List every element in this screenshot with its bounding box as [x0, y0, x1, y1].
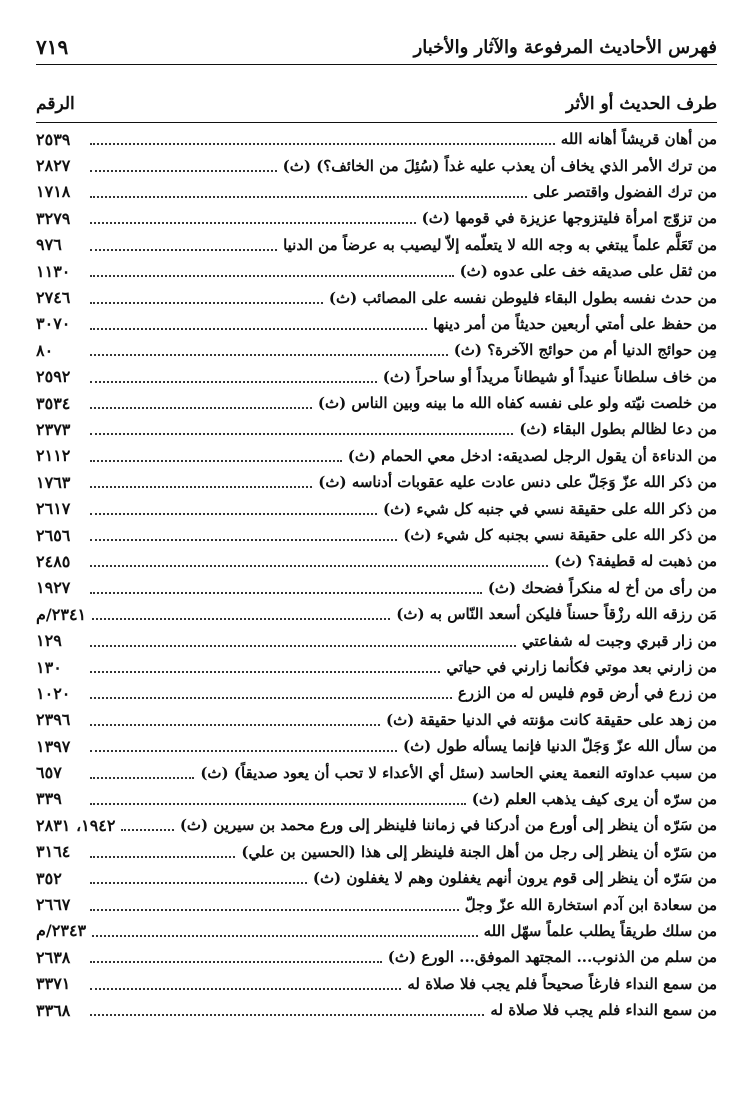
- index-entry: [36, 495, 717, 521]
- entry-number: ٣٣٦٨: [36, 1000, 71, 1020]
- entry-text: من زرع في أرض قوم فليس له من الزرع: [457, 684, 717, 703]
- entry-number: ١١٣٠: [36, 261, 71, 281]
- entry-number: ٢٦٦٧: [36, 895, 71, 915]
- entry-text: من أهان قريشاً أهانه الله: [560, 130, 717, 149]
- entry-number: ٣١٦٤: [36, 842, 71, 862]
- index-entry: [36, 733, 717, 759]
- entry-text: مِن حوائج الدنيا أم من حوائج الآخرة؟ (ث): [453, 341, 717, 360]
- entry-number: ٣٣٧١: [36, 974, 71, 994]
- index-entries: [36, 126, 717, 1023]
- entry-text: من سأل الله عزّ وَجَلّ الدنيا فإنما يسأله طول (ث): [402, 737, 717, 756]
- entry-number: ١٢٩: [36, 631, 62, 651]
- index-entry: [36, 812, 717, 838]
- dot-leader: [90, 433, 513, 435]
- index-entry: [36, 944, 717, 970]
- hadith-column-label: طرف الحديث أو الأثر: [566, 94, 717, 114]
- dot-leader: [90, 777, 194, 779]
- index-entry: [36, 601, 717, 627]
- entry-text: من خلصت نيّته ولو على نفسه كفاه الله ما بينه وبين الناس (ث): [317, 394, 717, 413]
- entry-number: ٩٧٦: [36, 235, 62, 255]
- index-entry: [36, 865, 717, 891]
- entry-number: ٢٣٧٣: [36, 419, 71, 439]
- entry-text: من ترك الأمر الذي يخاف أن يعذب عليه غداً (سُئِلَ من الخائف؟) (ث): [282, 156, 717, 175]
- index-entry: [36, 416, 717, 442]
- page-number: ٧١٩: [36, 35, 69, 59]
- entry-number: ٢٦٣٨: [36, 947, 71, 967]
- entry-number: ٢٥٩٢: [36, 367, 71, 387]
- index-entry: [36, 654, 717, 680]
- dot-leader: [90, 407, 312, 409]
- dot-leader: [90, 222, 416, 224]
- index-entry: [36, 971, 717, 997]
- entry-number: ٣٠٧٠: [36, 314, 71, 334]
- column-header: [36, 86, 717, 123]
- entry-text: من خاف سلطاناً عنيداً أو شيطاناً مريداً أو ساحراً (ث): [382, 367, 717, 386]
- entry-text: من زار قبري وجبت له شفاعتي: [521, 631, 717, 650]
- dot-leader: [92, 935, 477, 937]
- entry-text: من سَرّه أن ينظر إلى رجل من أهل الجنة فلينظر إلى هذا (الحسين بن علي): [241, 842, 717, 861]
- index-entry: [36, 232, 717, 258]
- index-entry: [36, 205, 717, 231]
- entry-text: من حدث نفسه بطول البقاء فليوطن نفسه على المصائب (ث): [328, 288, 717, 307]
- index-entry: [36, 284, 717, 310]
- entry-text: من دعا لظالم بطول البقاء (ث): [519, 420, 717, 439]
- entry-text: من سمع النداء فلم يجب فلا صلاة له: [490, 1001, 717, 1020]
- number-column-label: الرقم: [36, 94, 75, 114]
- dot-leader: [90, 988, 401, 990]
- index-entry: [36, 337, 717, 363]
- entry-text: من سرّه أن يرى كيف يذهب العلم (ث): [471, 789, 717, 808]
- entry-text: من سبب عداوته النعمة يعني الحاسد (سئل أي الأعداء لا تحب أن يعود صديقاً) (ث): [200, 763, 717, 782]
- entry-text: من ترك الفضول واقتصر على: [533, 182, 717, 201]
- index-entry: [36, 786, 717, 812]
- dot-leader: [90, 354, 448, 356]
- entry-number: ١٠٢٠: [36, 683, 71, 703]
- running-title: فهرس الأحاديث المرفوعة والآثار والأخبار: [413, 36, 717, 58]
- dot-leader: [90, 565, 548, 567]
- entry-number: ٢٣٤٣/م: [36, 921, 87, 941]
- entry-text: من سلك طريقاً يطلب علماً سهّل الله: [483, 921, 717, 940]
- index-entry: [36, 443, 717, 469]
- entry-number: ٨٠: [36, 340, 54, 360]
- dot-leader: [90, 961, 382, 963]
- entry-number: ١٩٢٧: [36, 578, 71, 598]
- index-entry: [36, 575, 717, 601]
- dot-leader: [121, 829, 173, 831]
- index-entry: [36, 997, 717, 1023]
- dot-leader: [90, 645, 516, 647]
- dot-leader: [90, 486, 312, 488]
- entry-text: من سمع النداء فارغاً صحيحاً فلم يجب فلا صلاة له: [407, 974, 717, 993]
- index-entry: [36, 707, 717, 733]
- dot-leader: [92, 618, 390, 620]
- dot-leader: [90, 909, 459, 911]
- entry-text: من حفظ على أمتي أربعين حديثاً من أمر دينها: [433, 314, 717, 333]
- index-entry: [36, 759, 717, 785]
- dot-leader: [90, 671, 440, 673]
- index-entry: [36, 522, 717, 548]
- entry-text: من زارني بعد موتي فكأنما زارني في حياتي: [446, 658, 717, 676]
- entry-number: ١٣٩٧: [36, 736, 71, 756]
- entry-text: من رأى من أخ له منكراً فضحك (ث): [487, 578, 717, 597]
- entry-number: ٣٥٣٤: [36, 393, 71, 413]
- index-entry: [36, 311, 717, 337]
- entry-number: ٢٦٥٦: [36, 525, 71, 545]
- index-entry: [36, 179, 717, 205]
- entry-text: من ذكر الله عزّ وَجَلّ على دنس عادت عليه عقوبات أدناسه (ث): [318, 473, 717, 492]
- entry-number: ٦٥٧: [36, 763, 62, 783]
- dot-leader: [90, 592, 482, 594]
- entry-number: ٣٥٢: [36, 868, 62, 888]
- entry-text: مَن رزقه الله رزْقاً حسناً فليكن أسعد النّاس به (ث): [396, 605, 717, 624]
- dot-leader: [90, 750, 397, 752]
- dot-leader: [90, 143, 555, 145]
- entry-number: ٢٦١٧: [36, 499, 71, 519]
- entry-number: ١٧١٨: [36, 182, 71, 202]
- entry-number: ٢٣٩٦: [36, 710, 71, 730]
- page-header: [36, 30, 717, 65]
- entry-number: ٢٤٨٥: [36, 551, 71, 571]
- entry-number: ١٩٤٢، ٢٨٣١: [36, 815, 116, 835]
- dot-leader: [90, 697, 452, 699]
- entry-text: من سَرّه أن ينظر إلى قوم يرون أنهم يغفلون وهم لا يغفلون (ث): [312, 869, 717, 888]
- entry-number: ٢٨٢٧: [36, 156, 71, 176]
- entry-text: من ذكر الله على حقيقة نسي في جنبه كل شيء (ث): [383, 499, 717, 518]
- entry-number: ٢٣٤١/م: [36, 604, 87, 624]
- entry-text: من تزوّج امرأة فليتزوجها عزيزة في قومها (ث): [421, 209, 717, 228]
- dot-leader: [90, 170, 277, 172]
- entry-text: من زهد على حقيقة كانت مؤنته في الدنيا حقيقة (ث): [386, 710, 717, 729]
- dot-leader: [90, 882, 307, 884]
- entry-number: ٢٥٣٩: [36, 129, 71, 149]
- index-entry: [36, 152, 717, 178]
- index-entry: [36, 627, 717, 653]
- index-entry: [36, 469, 717, 495]
- dot-leader: [90, 196, 527, 198]
- dot-leader: [90, 249, 277, 251]
- entry-text: من سعادة ابن آدم استخارة الله عزّ وجلّ: [464, 895, 717, 914]
- entry-text: من سلم من الذنوب... المجتهد الموفق... الورع (ث): [387, 948, 717, 967]
- dot-leader: [90, 539, 397, 541]
- index-entry: [36, 258, 717, 284]
- entry-number: ١٧٦٣: [36, 472, 71, 492]
- index-entry: [36, 126, 717, 152]
- dot-leader: [90, 803, 466, 805]
- dot-leader: [90, 460, 342, 462]
- entry-number: ٢١١٢: [36, 446, 71, 466]
- dot-leader: [90, 381, 377, 383]
- entry-number: ١٣٠: [36, 657, 62, 677]
- index-entry: [36, 680, 717, 706]
- dot-leader: [90, 856, 235, 858]
- index-entry: [36, 891, 717, 917]
- dot-leader: [90, 513, 377, 515]
- dot-leader: [90, 302, 323, 304]
- entry-text: من ذهبت له قطيفة؟ (ث): [554, 552, 717, 571]
- index-entry: [36, 548, 717, 574]
- index-entry: [36, 839, 717, 865]
- entry-text: من ثقل على صديقه خف على عدوه (ث): [459, 262, 717, 281]
- dot-leader: [90, 328, 427, 330]
- entry-number: ٣٣٩: [36, 789, 62, 809]
- entry-text: من تَعَلَّم علماً يبتغي به وجه الله لا يتعلّمه إلاّ ليصيب به عرضاً من الدنيا: [283, 235, 717, 254]
- dot-leader: [90, 1014, 484, 1016]
- index-entry: [36, 918, 717, 944]
- entry-number: ٣٢٧٩: [36, 208, 71, 228]
- entry-text: من ذكر الله على حقيقة نسي بجنبه كل شيء (ث): [403, 526, 717, 545]
- entry-number: ٢٧٤٦: [36, 288, 71, 308]
- dot-leader: [90, 275, 454, 277]
- dot-leader: [90, 724, 380, 726]
- entry-text: من سَرّه أن ينظر إلى أورع من أدركنا في زماننا فلينظر إلى ورع محمد بن سيرين (ث): [179, 816, 717, 835]
- index-entry: [36, 364, 717, 390]
- index-entry: [36, 390, 717, 416]
- entry-text: من الدناءة أن يقول الرجل لصديقه: ادخل معي الحمام (ث): [347, 446, 717, 465]
